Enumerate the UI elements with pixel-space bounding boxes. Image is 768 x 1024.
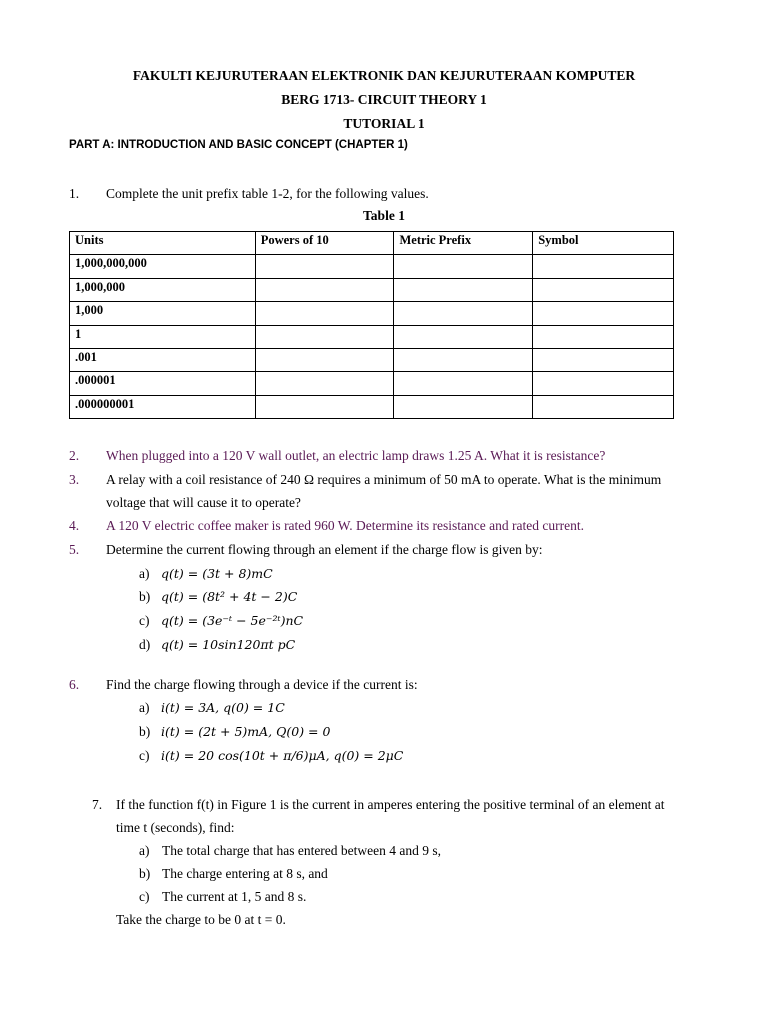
powers-cell[interactable] (255, 395, 394, 418)
unit-prefix-table (69, 231, 674, 419)
faculty-title: FAKULTI KEJURUTERAAN ELEKTRONIK DAN KEJURUTERAAN KOMPUTER (132, 68, 636, 83)
powers-cell[interactable] (255, 255, 394, 278)
q5-a-expr: q(t) = (3t + 8)mC (161, 566, 273, 581)
part-title: PART A: INTRODUCTION AND BASIC CONCEPT (CHAPTER 1) (69, 139, 408, 151)
powers-cell[interactable] (255, 302, 394, 325)
powers-cell[interactable] (255, 325, 394, 348)
q7-line1: If the function f(t) in Figure 1 is the current in amperes entering the positive terminal of an element at (116, 797, 665, 812)
q1-number: 1. (69, 186, 80, 201)
q7-a-text: The total charge that has entered between 4 and 9 s, (162, 843, 442, 858)
q6-a-label: a) (139, 700, 150, 715)
q4-text: A 120 V electric coffee maker is rated 960 W. Determine its resistance and rated current. (106, 518, 584, 533)
q6-a-expr: i(t) = 3A, q(0) = 1C (161, 700, 285, 715)
q5-c-expr: q(t) = (3e⁻ᵗ − 5e⁻²ᵗ)nC (161, 613, 304, 628)
q5-d-expr: q(t) = 10sin120πt pC (161, 637, 296, 652)
units-cell: .000000001 (70, 395, 256, 418)
course-title: BERG 1713- CIRCUIT THEORY 1 (281, 92, 487, 107)
symbol-cell[interactable] (533, 395, 674, 418)
units-cell: 1,000 (70, 302, 256, 325)
table-row (70, 278, 674, 301)
table-caption: Table 1 (363, 208, 405, 223)
q5-b-expr: q(t) = (8t² + 4t − 2)C (161, 589, 298, 604)
tutorial-title: TUTORIAL 1 (343, 116, 425, 131)
q5-text: Determine the current flowing through an element if the charge flow is given by: (106, 542, 543, 557)
header-symbol: Symbol (533, 232, 674, 255)
q6-text: Find the charge flowing through a device if the current is: (106, 677, 418, 692)
prefix-cell[interactable] (394, 278, 533, 301)
header-prefix: Metric Prefix (394, 232, 533, 255)
units-cell: 1 (70, 325, 256, 348)
q7-a-label: a) (139, 843, 150, 858)
q3-line2: voltage that will cause it to operate? (106, 495, 301, 510)
table-row (70, 348, 674, 371)
q6-c-label: c) (139, 748, 150, 763)
q7-b-label: b) (139, 866, 151, 881)
q7-c-label: c) (139, 889, 150, 904)
units-cell: .000001 (70, 372, 256, 395)
q1-text: Complete the unit prefix table 1-2, for the following values. (106, 186, 429, 201)
q5-number: 5. (69, 542, 80, 557)
q5-b-label: b) (139, 589, 151, 604)
q2-number: 2. (69, 448, 80, 463)
q5-a-label: a) (139, 566, 150, 581)
q6-b-label: b) (139, 724, 151, 739)
q6-number: 6. (69, 677, 80, 692)
symbol-cell[interactable] (533, 325, 674, 348)
units-cell: 1,000,000 (70, 278, 256, 301)
prefix-cell[interactable] (394, 348, 533, 371)
q3-line1: A relay with a coil resistance of 240 Ω requires a minimum of 50 mA to operate. What is the minimum (106, 472, 662, 487)
q4-number: 4. (69, 518, 80, 533)
q7-number: 7. (92, 797, 103, 812)
q7-note: Take the charge to be 0 at t = 0. (116, 912, 286, 927)
prefix-cell[interactable] (394, 372, 533, 395)
header-units: Units (70, 232, 256, 255)
powers-cell[interactable] (255, 372, 394, 395)
symbol-cell[interactable] (533, 348, 674, 371)
powers-cell[interactable] (255, 278, 394, 301)
symbol-cell[interactable] (533, 278, 674, 301)
table-header-row (70, 232, 674, 255)
symbol-cell[interactable] (533, 372, 674, 395)
q6-b-expr: i(t) = (2t + 5)mA, Q(0) = 0 (161, 724, 331, 739)
units-cell: .001 (70, 348, 256, 371)
q5-d-label: d) (139, 637, 151, 652)
q7-c-text: The current at 1, 5 and 8 s. (162, 889, 307, 904)
q6-c-expr: i(t) = 20 cos(10t + π/6)μA, q(0) = 2μC (161, 748, 404, 763)
table-row (70, 255, 674, 278)
header-powers: Powers of 10 (255, 232, 394, 255)
symbol-cell[interactable] (533, 255, 674, 278)
q5-c-label: c) (139, 613, 150, 628)
units-cell: 1,000,000,000 (70, 255, 256, 278)
q2-text: When plugged into a 120 V wall outlet, an electric lamp draws 1.25 A. What it is resistance? (106, 448, 606, 463)
table-row (70, 325, 674, 348)
q3-number: 3. (69, 472, 80, 487)
table-row (70, 372, 674, 395)
prefix-cell[interactable] (394, 395, 533, 418)
prefix-cell[interactable] (394, 255, 533, 278)
q7-line2: time t (seconds), find: (116, 820, 235, 835)
table-row (70, 395, 674, 418)
q7-b-text: The charge entering at 8 s, and (162, 866, 328, 881)
powers-cell[interactable] (255, 348, 394, 371)
table-row (70, 302, 674, 325)
prefix-cell[interactable] (394, 302, 533, 325)
prefix-cell[interactable] (394, 325, 533, 348)
symbol-cell[interactable] (533, 302, 674, 325)
